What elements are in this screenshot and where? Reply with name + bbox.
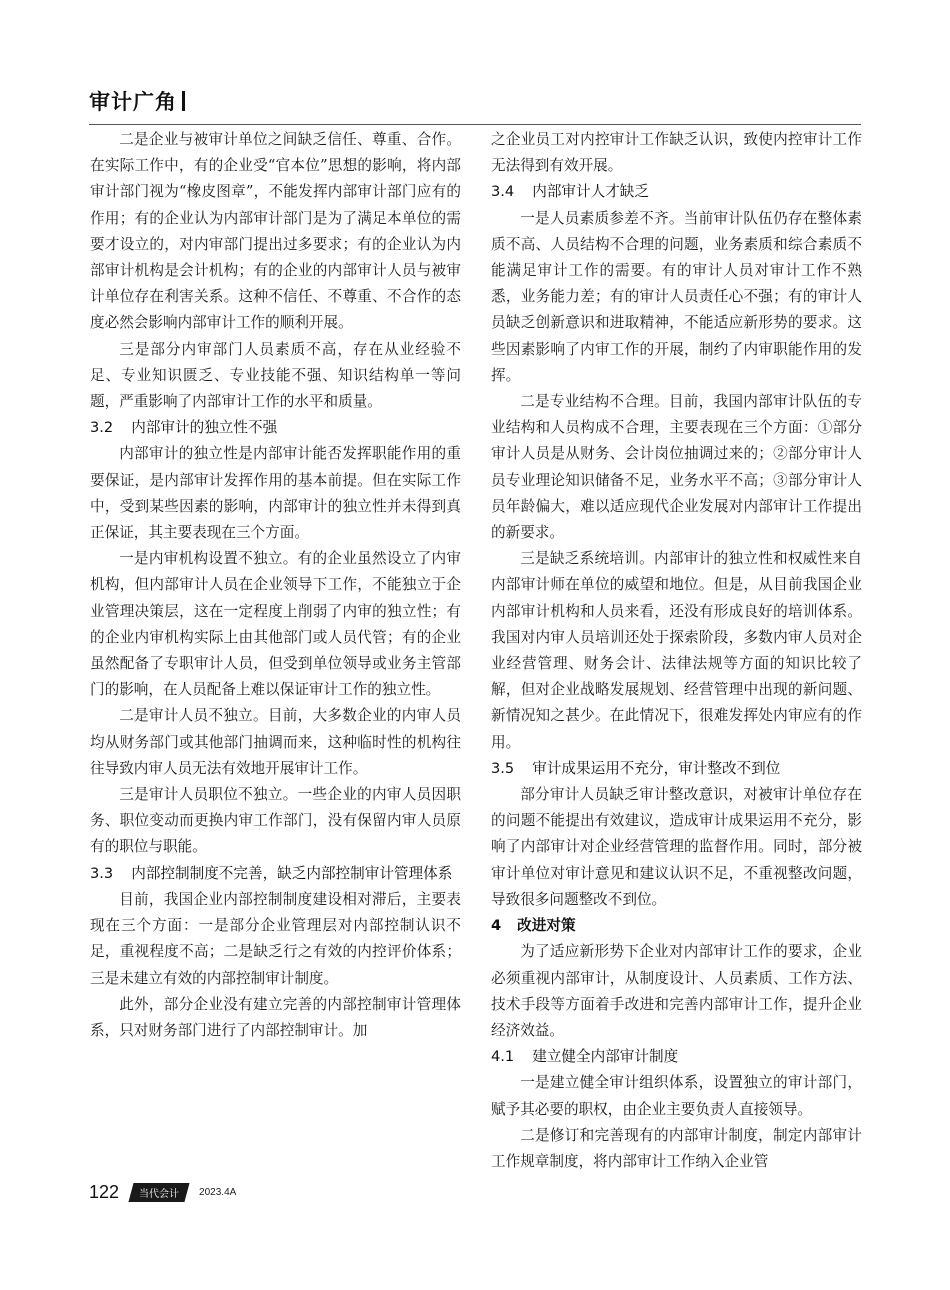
heading-text: 改进对策 [517, 917, 576, 935]
section-title-text: 审计广角 [89, 90, 177, 114]
header-divider [89, 124, 861, 125]
paragraph: 二是专业结构不合理。目前，我国内部审计队伍的专业结构和人员构成不合理，主要表现在三个方面：①部分审计人员是从财务、会计岗位抽调过来的；②部分审计人员专业理论知识储备不足，业务水平不高；③部分审计人员年龄偏大，难以适应现代企业发展对内部审计工作提出的新要求。 [491, 393, 862, 542]
heading-text: 建立健全内部审计制度 [532, 1048, 679, 1066]
paragraph: 目前，我国企业内部控制制度建设相对滞后，主要表现在三个方面：一是部分企业管理层对内部控制认识不足，重视程度不高；二是缺乏行之有效的内控评价体系；三是未建立有效的内部控制审计制度。 [90, 890, 461, 987]
paragraph: 一是内审机构设置不独立。有的企业虽然设立了内审机构，但内部审计人员在企业领导下工作，不能独立于企业管理决策层，这在一定程度上削弱了内审的独立性；有的企业内审机构实际上由其他部门或人员代管；有的企业虽然配备了专职审计人员，但受到单位领导或业务主管部门的影响，在人员配备上难以保证审计工作的独立性。 [90, 550, 461, 699]
subsection-heading [90, 861, 461, 887]
paragraph: 三是部分内审部门人员素质不高，存在从业经验不足、专业知识匮乏、专业技能不强、知识结构单一等问题，严重影响了内部审计工作的水平和质量。 [90, 340, 461, 411]
paragraph: 三是缺乏系统培训。内部审计的独立性和权威性来自内部审计师在单位的威望和地位。但是，从目前我国企业内部审计机构和人员来看，还没有形成良好的培训体系。我国对内审人员培训还处于探索阶段，多数内审人员对企业经营管理、财务会计、法律法规等方面的知识比较了解，但对企业战略发展规划、经营管理中出现的新问题、新情况知之甚少。在此情况下，很难发挥处内审应有的作用。 [491, 550, 862, 751]
page-header [89, 86, 861, 125]
paragraph: 一是建立健全审计组织体系，设置独立的审计部门，赋予其必要的职权，由企业主要负责人直接领导。 [491, 1074, 862, 1118]
paragraph: 为了适应新形势下企业对内部审计工作的要求，企业必须重视内部审计，从制度设计、人员素质、工作方法、技术手段等方面着手改进和完善内部审计工作，提升企业经济效益。 [491, 943, 862, 1039]
right-column [491, 127, 862, 1175]
subsection-heading [491, 179, 862, 205]
left-column [90, 127, 461, 1044]
paragraph: 三是审计人员职位不独立。一些企业的内审人员因职务、职位变动而更换内审工作部门，没有保留内审人员原有的职位与职能。 [90, 786, 461, 856]
page-footer [89, 1182, 236, 1203]
section-heading [491, 913, 862, 939]
paragraph: 二是审计人员不独立。目前，大多数企业的内审人员均从财务部门或其他部门抽调而来，这种临时性的机构往往导致内审人员无法有效地开展审计工作。 [90, 707, 461, 777]
heading-number: 4 [491, 917, 502, 935]
heading-text: 内部审计的独立性不强 [131, 419, 278, 437]
heading-text: 内部控制制度不完善，缺乏内部控制审计管理体系 [131, 864, 453, 882]
paragraph: 一是人员素质参差不齐。当前审计队伍仍存在整体素质不高、人员结构不合理的问题，业务素质和综合素质不能满足审计工作的需要。有的审计人员对审计工作不熟悉，业务能力差；有的审计人员责任心不强；有的审计人员缺乏创新意识和进取精神，不能适应新形势的要求。这些因素影响了内审工作的开展，制约了内审职能作用的发挥。 [491, 209, 862, 384]
heading-number: 3.5 [491, 759, 515, 777]
section-title [89, 86, 861, 116]
issue-number: 2023.4A [199, 1187, 237, 1198]
paragraph: 二是修订和完善现有的内部审计制度，制定内部审计工作规章制度，将内部审计工作纳入企业管 [491, 1126, 862, 1170]
paragraph: 之企业员工对内控审计工作缺乏认识，致使内控审计工作无法得到有效开展。 [491, 131, 862, 175]
journal-name-badge [129, 1183, 190, 1202]
title-bar-mark [182, 91, 185, 111]
journal-name: 当代会计 [139, 1189, 180, 1200]
heading-number: 3.4 [491, 183, 515, 201]
heading-number: 3.3 [90, 864, 114, 882]
subsection-heading [90, 415, 461, 441]
paragraph: 内部审计的独立性是内部审计能否发挥职能作用的重要保证，是内部审计发挥作用的基本前提。但在实际工作中，受到某些因素的影响，内部审计的独立性并未得到真正保证，其主要表现在三个方面。 [90, 445, 461, 542]
paragraph: 二是企业与被审计单位之间缺乏信任、尊重、合作。在实际工作中，有的企业受“官本位”思想的影响，将内部审计部门视为“橡皮图章”，不能发挥内部审计部门应有的作用；有的企业认为内部审计部门是为了满足本单位的需要才设立的，对内审部门提出过多要求；有的企业认为内部审计机构是会计机构；有的企业的内部审计人员与被审计单位存在利害关系。这种不信任、不尊重、不合作的态度必然会影响内部审计工作的顺利开展。 [90, 131, 461, 332]
heading-number: 3.2 [90, 419, 114, 437]
heading-number: 4.1 [491, 1048, 515, 1066]
subsection-heading [491, 1044, 862, 1070]
paragraph: 部分审计人员缺乏审计整改意识，对被审计单位存在的问题不能提出有效建议，造成审计成果运用不充分，影响了内部审计对企业经营管理的监督作用。同时，部分被审计单位对审计意见和建议认识不足，不重视整改问题，导致很多问题整改不到位。 [491, 786, 862, 908]
heading-text: 审计成果运用不充分，审计整改不到位 [532, 759, 781, 777]
subsection-heading [491, 756, 862, 782]
page-number: 122 [89, 1182, 120, 1202]
heading-text: 内部审计人才缺乏 [532, 183, 649, 201]
paragraph: 此外，部分企业没有建立完善的内部控制审计管理体系，只对财务部门进行了内部控制审计。加 [90, 995, 461, 1039]
